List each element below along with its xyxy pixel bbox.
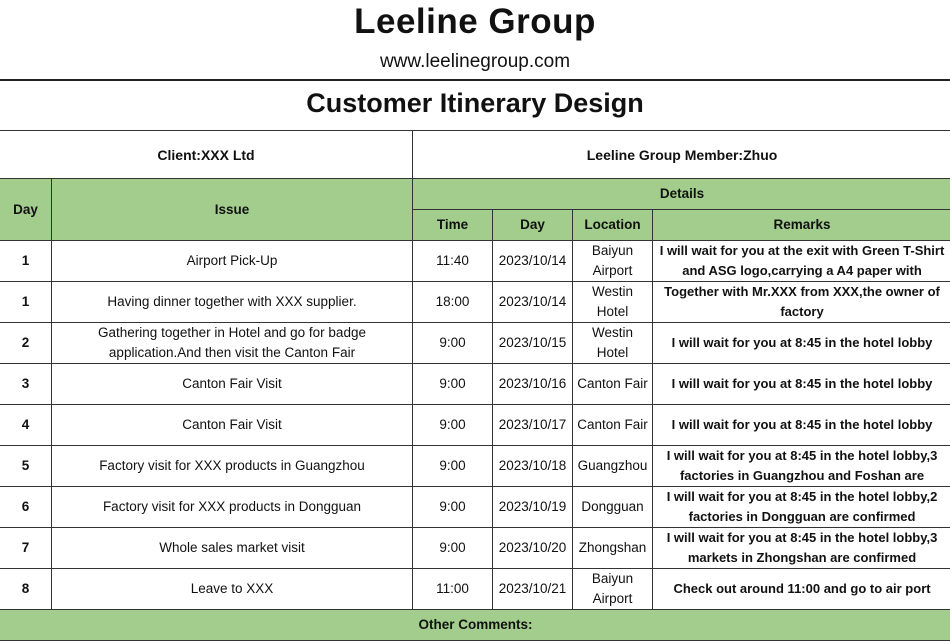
- issue-cell: Airport Pick-Up: [52, 241, 413, 282]
- company-name: Leeline Group: [354, 2, 596, 41]
- location-cell: Baiyun Airport: [573, 569, 653, 610]
- brand-header: [0, 0, 950, 80]
- remarks-cell: [653, 241, 950, 282]
- time-cell: 9:00: [413, 364, 493, 405]
- date-cell: 2023/10/19: [493, 487, 573, 528]
- itinerary-table: [0, 130, 950, 641]
- date-cell: 2023/10/20: [493, 528, 573, 569]
- table-row: [0, 323, 950, 364]
- comments-row: [0, 610, 950, 641]
- remarks-text: I will wait for you at 8:45 in the hotel lobby: [671, 335, 933, 350]
- document-title: Customer Itinerary Design: [306, 88, 644, 118]
- remarks-text: I will wait for you at 8:45 in the hotel lobby: [671, 417, 933, 432]
- day-cell: 7: [0, 528, 52, 569]
- table-row: [0, 487, 950, 528]
- remarks-cell: [653, 364, 950, 405]
- remarks-cell: [653, 323, 950, 364]
- location-cell: Westin Hotel: [573, 282, 653, 323]
- date-cell: 2023/10/18: [493, 446, 573, 487]
- remarks-text: I will wait for you at 8:45 in the hotel lobby,2 factories in Dongguan are confirmed: [666, 489, 938, 524]
- date-cell: 2023/10/17: [493, 405, 573, 446]
- time-cell: 9:00: [413, 446, 493, 487]
- time-cell: 9:00: [413, 323, 493, 364]
- col-remarks-header: Remarks: [653, 210, 950, 241]
- col-location-header: Location: [573, 210, 653, 241]
- col-time-header: Time: [413, 210, 493, 241]
- time-cell: 9:00: [413, 487, 493, 528]
- issue-cell: Having dinner together with XXX supplier.: [52, 282, 413, 323]
- date-cell: 2023/10/14: [493, 282, 573, 323]
- remarks-cell: [653, 528, 950, 569]
- header-divider: [0, 79, 950, 81]
- remarks-text: Together with Mr.XXX from XXX,the owner of factory: [664, 284, 940, 319]
- location-cell: Canton Fair: [573, 364, 653, 405]
- day-cell: 1: [0, 282, 52, 323]
- issue-cell: Whole sales market visit: [52, 528, 413, 569]
- date-cell: 2023/10/15: [493, 323, 573, 364]
- remarks-text: I will wait for you at 8:45 in the hotel lobby,3 markets in Zhongshan are confirmed: [666, 530, 938, 565]
- table-row: [0, 282, 950, 323]
- remarks-cell: [653, 487, 950, 528]
- day-cell: 4: [0, 405, 52, 446]
- company-website[interactable]: www.leelinegroup.com: [379, 51, 571, 72]
- date-cell: 2023/10/21: [493, 569, 573, 610]
- remarks-cell: [653, 569, 950, 610]
- time-cell: 11:00: [413, 569, 493, 610]
- remarks-cell: [653, 405, 950, 446]
- location-cell: Dongguan: [573, 487, 653, 528]
- header-row-top: [0, 179, 950, 210]
- table-row: [0, 241, 950, 282]
- table-row: [0, 364, 950, 405]
- location-cell: Canton Fair: [573, 405, 653, 446]
- day-cell: 1: [0, 241, 52, 282]
- issue-cell: Canton Fair Visit: [52, 405, 413, 446]
- day-cell: 6: [0, 487, 52, 528]
- date-cell: 2023/10/16: [493, 364, 573, 405]
- info-row: [0, 131, 950, 179]
- table-row: [0, 569, 950, 610]
- col-issue-header: Issue: [52, 179, 413, 241]
- remarks-cell: [653, 282, 950, 323]
- remarks-text: I will wait for you at 8:45 in the hotel lobby,3 factories in Guangzhou and Foshan are: [666, 448, 938, 483]
- issue-cell: Factory visit for XXX products in Guangzhou: [52, 446, 413, 487]
- location-cell: Zhongshan: [573, 528, 653, 569]
- remarks-text: I will wait for you at the exit with Green T-Shirt and ASG logo,carrying a A4 paper with: [659, 243, 945, 278]
- col-date-header: Day: [493, 210, 573, 241]
- time-cell: 9:00: [413, 528, 493, 569]
- issue-cell: Leave to XXX: [52, 569, 413, 610]
- location-cell: Baiyun Airport: [573, 241, 653, 282]
- time-cell: 18:00: [413, 282, 493, 323]
- table-row: [0, 446, 950, 487]
- table-row: [0, 405, 950, 446]
- day-cell: 8: [0, 569, 52, 610]
- col-day-header: Day: [0, 179, 52, 241]
- day-cell: 5: [0, 446, 52, 487]
- other-comments-label: Other Comments:: [0, 610, 950, 641]
- issue-cell: Gathering together in Hotel and go for badge application.And then visit the Canton Fair: [52, 323, 413, 364]
- day-cell: 3: [0, 364, 52, 405]
- table-row: [0, 528, 950, 569]
- remarks-text: Check out around 11:00 and go to air port: [673, 581, 931, 596]
- date-cell: 2023/10/14: [493, 241, 573, 282]
- day-cell: 2: [0, 323, 52, 364]
- time-cell: 11:40: [413, 241, 493, 282]
- remarks-text: I will wait for you at 8:45 in the hotel lobby: [671, 376, 933, 391]
- member-cell: Leeline Group Member:Zhuo: [413, 131, 950, 179]
- issue-cell: Factory visit for XXX products in Dongguan: [52, 487, 413, 528]
- time-cell: 9:00: [413, 405, 493, 446]
- issue-cell: Canton Fair Visit: [52, 364, 413, 405]
- location-cell: Guangzhou: [573, 446, 653, 487]
- itinerary-rows: [0, 241, 950, 610]
- remarks-cell: [653, 446, 950, 487]
- client-cell: Client:XXX Ltd: [0, 131, 413, 179]
- details-header: Details: [413, 179, 950, 210]
- location-cell: Westin Hotel: [573, 323, 653, 364]
